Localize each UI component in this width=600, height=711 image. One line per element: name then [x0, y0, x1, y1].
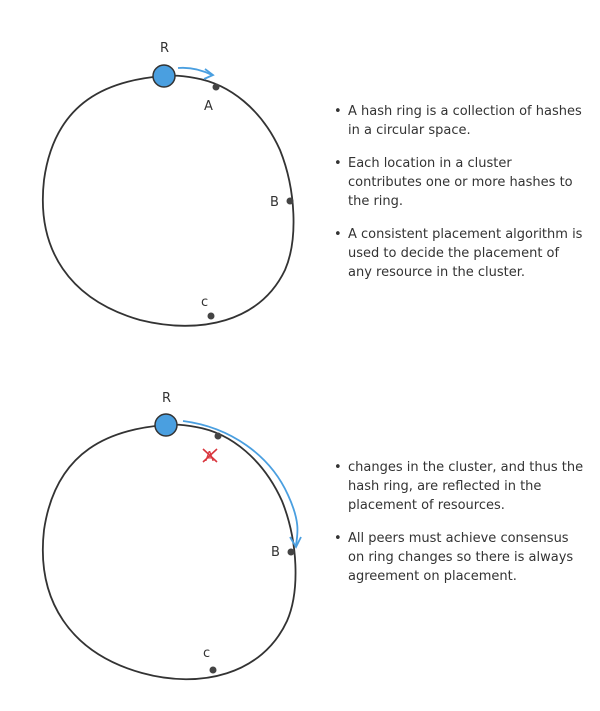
- resource-node-r: [153, 65, 175, 87]
- label-b: B: [270, 195, 279, 210]
- label-r: R: [162, 391, 172, 406]
- note-item: • Each location in a cluster contributes one or more hashes to the ring.: [334, 154, 584, 211]
- note-item: • A consistent placement algorithm is used to decide the placement of any resource in the cluster.: [334, 225, 584, 282]
- hash-point-b: [287, 198, 294, 205]
- reassignment-arrow: [183, 421, 298, 545]
- label-r: R: [160, 41, 170, 56]
- reassignment-arrow-head: [290, 537, 301, 547]
- notes-list-top: [334, 102, 584, 296]
- note-item: • All peers must achieve consensus on ring changes so there is always agreement on placement.: [334, 529, 584, 586]
- label-c: c: [201, 295, 209, 310]
- note-item: • changes in the cluster, and thus the hash ring, are reflected in the placement of resources.: [334, 458, 584, 515]
- note-item: • A hash ring is a collection of hashes in a circular space.: [334, 102, 584, 140]
- hash-ring-circle: [43, 425, 296, 680]
- hash-point-a-removed: [215, 433, 222, 440]
- hash-ring-circle: [43, 76, 294, 326]
- hash-point-b: [288, 549, 295, 556]
- hash-ring-diagram-bottom: [0, 355, 600, 710]
- hash-point-a: [213, 84, 220, 91]
- label-a-removed: A: [205, 450, 214, 465]
- hash-point-c: [208, 313, 215, 320]
- notes-list-bottom: [334, 458, 584, 600]
- label-b: B: [271, 545, 280, 560]
- label-c: c: [203, 646, 211, 661]
- label-a: A: [204, 99, 213, 114]
- hash-ring-diagram-top: [0, 0, 600, 355]
- hash-point-c: [210, 667, 217, 674]
- resource-node-r: [155, 414, 177, 436]
